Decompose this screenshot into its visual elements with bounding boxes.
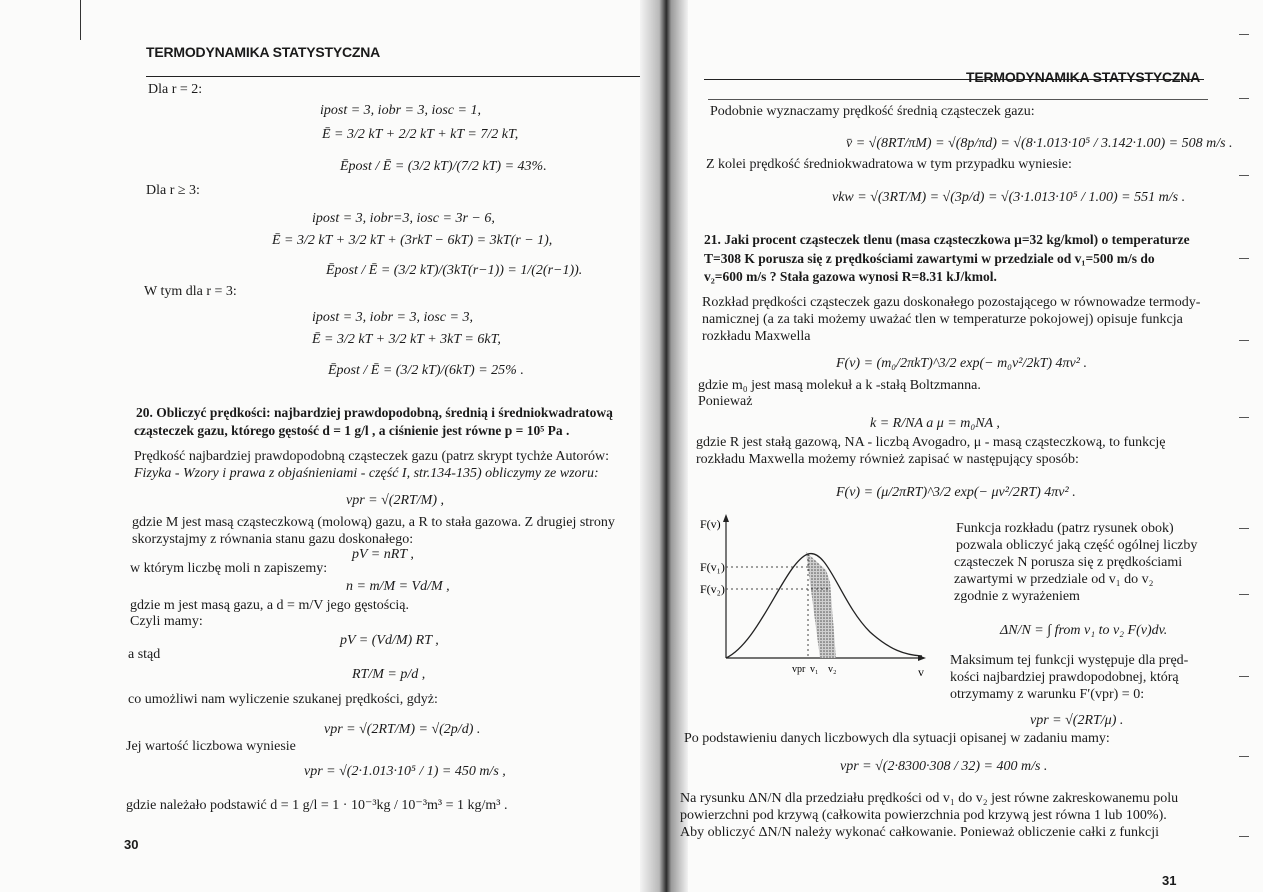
rline-13: k = R/NA a μ = m₀NA , — [870, 416, 1000, 431]
rline-23: Maksimum tej funkcji występuje dla pręd- — [950, 653, 1189, 668]
right-page-header: TERMODYNAMIKA STATYSTYCZNA — [966, 69, 1201, 85]
edge-mark — [1239, 417, 1249, 418]
line-17: gdzie M jest masą cząsteczkową (molową) gazu, a R to stała gazowa. Z drugiej strony — [132, 515, 615, 530]
maxwell-distribution-figure — [700, 512, 960, 692]
rline-17: Funkcja rozkładu (patrz rysunek obok) — [956, 521, 1174, 536]
line-9: ipost = 3, iobr = 3, iosc = 3, — [312, 310, 473, 325]
rline-27: Po podstawieniu danych liczbowych dla sytuacji opisanej w zadaniu mamy: — [684, 731, 1110, 746]
rline-7: Rozkład prędkości cząsteczek gazu doskonałego pozostającego w równowadze termody- — [702, 295, 1201, 310]
rline-24: kości najbardziej prawdopodobnej, którą — [950, 670, 1179, 685]
rline-11: gdzie m₀ jest masą molekuł a k -stałą Boltzmanna. — [698, 378, 981, 393]
edge-mark — [1239, 756, 1249, 757]
right-header-underline — [708, 99, 1208, 100]
line-19: pV = nRT , — [352, 547, 414, 562]
edge-mark — [1239, 676, 1249, 677]
left-page-number: 30 — [124, 837, 139, 852]
rline-10: F(v) = (m₀/2πkT)^3/2 exp(− m₀v²/2kT) 4πv² . — [836, 356, 1087, 371]
left-page-header: TERMODYNAMIKA STATYSTYCZNA — [146, 44, 381, 60]
rline-9: rozkładu Maxwella — [702, 329, 811, 344]
line-10: Ē = 3/2 kT + 3/2 kT + 3kT = 6kT, — [312, 332, 501, 347]
line-18: skorzystajmy z równania stanu gazu doskonałego: — [132, 532, 414, 547]
edge-mark — [1239, 98, 1249, 99]
rline-0: Podobnie wyznaczamy prędkość średnią cząsteczek gazu: — [710, 104, 1035, 119]
rline-14: gdzie R jest stałą gazową, NA - liczbą Avogadro, μ - masą cząsteczkową, to funkcję — [696, 435, 1166, 450]
line-5: ipost = 3, iobr=3, iosc = 3r − 6, — [312, 211, 495, 226]
rline-19: cząsteczek N porusza się z prędkościami — [954, 555, 1183, 570]
rline-1: v̄ = √(8RT/πM) = √(8p/πd) = √(8·1.013·10⁵ / 3.142·1.00) = 508 m/s . — [846, 136, 1233, 151]
shaded-interval — [806, 552, 836, 658]
problem-21-title-3: v₂=600 m/s ? Stała gazowa wynosi R=8.31 kJ/kmol. — [704, 269, 997, 284]
y-axis-arrow-icon — [723, 514, 729, 522]
line-25: a stąd — [128, 647, 161, 662]
line-23: Czyli mamy: — [130, 614, 203, 629]
rline-3: vkw = √(3RT/M) = √(3p/d) = √(3·1.013·10⁵ / 1.00) = 551 m/s . — [832, 190, 1186, 205]
line-20: w którym liczbę moli n zapiszemy: — [130, 561, 328, 576]
line-24: pV = (Vd/M) RT , — [340, 633, 439, 648]
edge-mark — [1239, 258, 1249, 259]
edge-mark — [1239, 34, 1249, 35]
line-29: Jej wartość liczbowa wyniesie — [126, 739, 296, 754]
x-mark-v1: v₁ — [810, 664, 819, 675]
rline-12: Ponieważ — [698, 394, 753, 409]
problem-21-title-1: 21. Jaki procent cząsteczek tlenu (masa cząsteczkowa μ=32 kg/kmol) o temperaturze — [704, 232, 1190, 247]
line-4: Dla r ≥ 3: — [146, 183, 200, 198]
line-2: Ē = 3/2 kT + 2/2 kT + kT = 7/2 kT, — [322, 127, 519, 142]
rline-18: pozwala obliczyć jaką część ogólnej liczby — [956, 538, 1198, 553]
line-3: Ēpost / Ē = (3/2 kT)/(7/2 kT) = 43%. — [340, 159, 547, 174]
left-header-rule — [146, 76, 640, 77]
rline-15: rozkładu Maxwella możemy również zapisać w następujący sposób: — [696, 452, 1079, 467]
edge-mark — [1239, 528, 1249, 529]
rline-20: zawartymi w przedziale od v₁ do v₂ — [954, 572, 1154, 587]
rline-2: Z kolei prędkość średniokwadratowa w tym przypadku wyniesie: — [706, 157, 1072, 172]
line-0: Dla r = 2: — [148, 82, 203, 97]
x-mark-v2: v₂ — [828, 664, 837, 675]
problem-21-title-2: T=308 K porusza się z prędkościami zawartymi w przedziale od v₁=500 m/s do — [704, 251, 1155, 266]
rline-29: Na rysunku ΔN/N dla przedziału prędkości od v₁ do v₂ jest równe zakreskowanemu polu — [680, 791, 1179, 806]
rline-21: zgodnie z wyrażeniem — [954, 589, 1080, 604]
line-14: Prędkość najbardziej prawdopodobną cząsteczek gazu (patrz skrypt tychże Autorów: — [134, 449, 610, 464]
line-1: ipost = 3, iobr = 3, iosc = 1, — [320, 103, 481, 118]
edge-mark — [1239, 175, 1249, 176]
line-21: n = m/M = Vd/M , — [346, 579, 450, 594]
rline-30: powierzchni pod krzywą (całkowita powierzchnia pod krzywą jest równa 1 lub 100%). — [680, 808, 1167, 823]
line-16: vpr = √(2RT/M) , — [346, 493, 445, 508]
rline-16: F(v) = (μ/2πRT)^3/2 exp(− μv²/2RT) 4πv² . — [836, 485, 1076, 500]
line-8: W tym dla r = 3: — [144, 284, 237, 299]
line-11: Ēpost / Ē = (3/2 kT)/(6kT) = 25% . — [328, 363, 524, 378]
line-26: RT/M = p/d , — [352, 667, 426, 682]
problem-20-title-1: 20. Obliczyć prędkości: najbardziej prawdopodobną, średnią i średniokwadratową — [136, 405, 613, 420]
problem-20-title-2: cząsteczek gazu, którego gęstość d = 1 g/l , a ciśnienie jest równe p = 10⁵ Pa . — [134, 423, 570, 438]
line-30: vpr = √(2·1.013·10⁵ / 1) = 450 m/s , — [304, 764, 506, 779]
line-15: Fizyka - Wzory i prawa z objaśnieniami - część I, str.134-135) obliczymy ze wzoru: — [134, 466, 599, 481]
rline-31: Aby obliczyć ΔN/N należy wykonać całkowanie. Ponieważ obliczenie całki z funkcji — [680, 825, 1159, 840]
line-28: vpr = √(2RT/M) = √(2p/d) . — [324, 722, 481, 737]
y-mark-f-v1: F(v₁) — [700, 560, 725, 574]
edge-mark — [1239, 594, 1249, 595]
line-6: Ē = 3/2 kT + 3/2 kT + (3rkT − 6kT) = 3kT(r − 1), — [272, 233, 553, 248]
y-axis-label: F(v) — [700, 517, 721, 531]
x-axis-label: v — [918, 665, 924, 679]
line-22: gdzie m jest masą gazu, a d = m/V jego gęstością. — [130, 598, 410, 613]
edge-mark — [1239, 340, 1249, 341]
x-mark-vpr: vpr — [792, 664, 806, 675]
rline-26: vpr = √(2RT/μ) . — [1030, 713, 1124, 728]
rline-22: ΔN/N = ∫ from v₁ to v₂ F(v)dv. — [1000, 623, 1168, 638]
y-mark-f-v2: F(v₂) — [700, 582, 725, 596]
right-page-number: 31 — [1162, 873, 1177, 888]
line-27: co umożliwi nam wyliczenie szukanej prędkości, gdyż: — [128, 692, 438, 707]
line-7: Ēpost / Ē = (3/2 kT)/(3kT(r−1)) = 1/(2(r−1)). — [326, 263, 583, 278]
rline-28: vpr = √(2·8300·308 / 32) = 400 m/s . — [840, 759, 1048, 774]
rline-25: otrzymamy z warunku F′(vpr) = 0: — [950, 687, 1145, 702]
line-31: gdzie należało podstawić d = 1 g/l = 1 · 10⁻³kg / 10⁻³m³ = 1 kg/m³ . — [126, 798, 508, 813]
edge-mark — [1239, 836, 1249, 837]
rline-8: namicznej (a za taki możemy uważać tlen w temperaturze pokojowej) opisuje funkcja — [702, 312, 1183, 327]
right-page — [660, 0, 1263, 892]
